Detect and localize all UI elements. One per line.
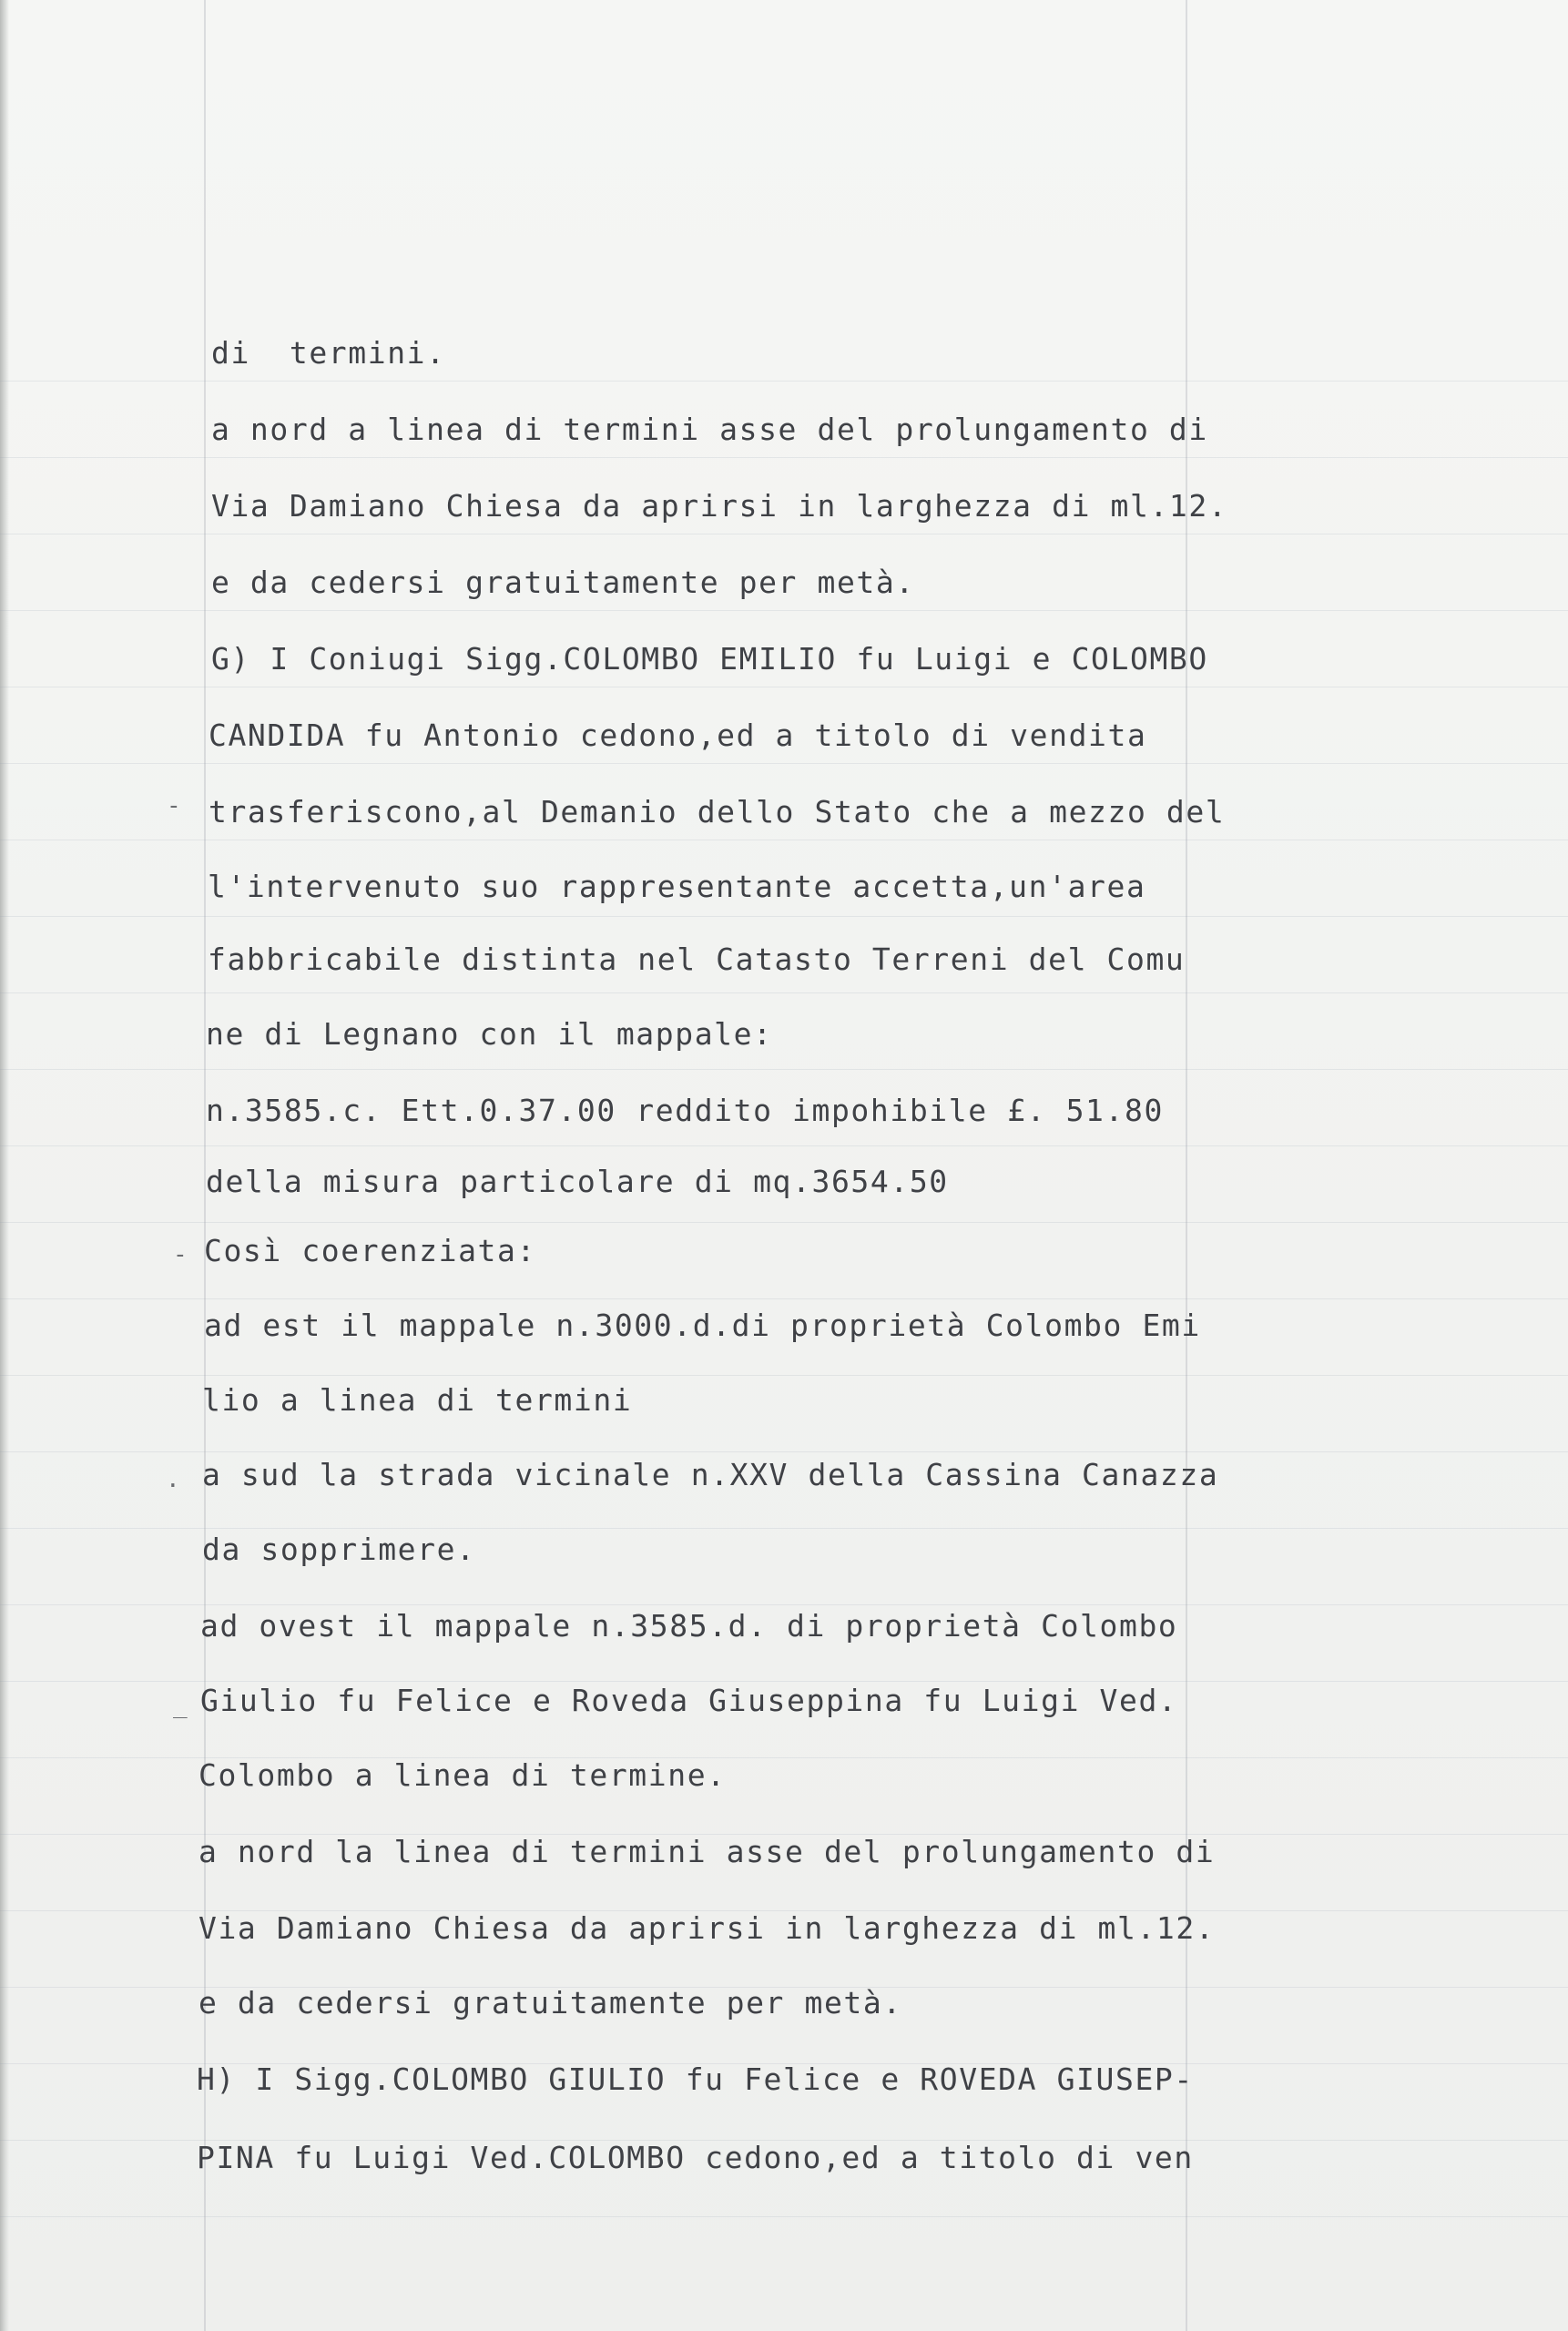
text-line: a sud la strada vicinale n.XXV della Cassina Canazza bbox=[202, 1457, 1219, 1492]
text-line: da sopprimere. bbox=[202, 1532, 476, 1567]
text-line: G) I Coniugi Sigg.COLOMBO EMILIO fu Luigi e COLOMBO bbox=[211, 641, 1208, 677]
text-line: di termini. bbox=[211, 335, 446, 371]
margin-dot-mark: . bbox=[166, 1466, 180, 1493]
text-line: CANDIDA fu Antonio cedono,ed a titolo di vendita bbox=[209, 718, 1147, 753]
text-line: l'intervenuto suo rappresentante accetta,un'area bbox=[208, 869, 1146, 904]
text-line: ad est il mappale n.3000.d.di proprietà Colombo Emi bbox=[204, 1308, 1201, 1343]
text-line: della misura particolare di mq.3654.50 bbox=[206, 1164, 949, 1199]
text-line: a nord la linea di termini asse del prolungamento di bbox=[199, 1834, 1216, 1869]
margin-dash-mark: - bbox=[173, 1241, 188, 1268]
text-line: PINA fu Luigi Ved.COLOMBO cedono,ed a titolo di ven bbox=[197, 2140, 1194, 2175]
text-line: e da cedersi gratuitamente per metà. bbox=[199, 1985, 902, 2021]
text-line: Via Damiano Chiesa da aprirsi in larghezza di ml.12. bbox=[211, 488, 1228, 524]
text-line: e da cedersi gratuitamente per metà. bbox=[211, 565, 915, 600]
text-line: Colombo a linea di termine. bbox=[199, 1757, 727, 1793]
text-line: lio a linea di termini bbox=[202, 1382, 633, 1418]
text-line: a nord a linea di termini asse del prolungamento di bbox=[211, 412, 1208, 447]
text-line: Giulio fu Felice e Roveda Giuseppina fu Luigi Ved. bbox=[200, 1683, 1178, 1718]
text-line: Così coerenziata: bbox=[204, 1233, 536, 1268]
text-line: Via Damiano Chiesa da aprirsi in larghezza di ml.12. bbox=[199, 1910, 1216, 1946]
text-line: ad ovest il mappale n.3585.d. di proprietà Colombo bbox=[200, 1608, 1178, 1644]
text-line: fabbricabile distinta nel Catasto Terreni del Comu bbox=[208, 942, 1186, 977]
margin-dash-mark: _ bbox=[173, 1692, 188, 1719]
text-line: H) I Sigg.COLOMBO GIULIO fu Felice e ROVEDA GIUSEP- bbox=[197, 2061, 1194, 2097]
text-line: ne di Legnano con il mappale: bbox=[206, 1016, 773, 1052]
text-line: trasferiscono,al Demanio dello Stato che a mezzo del bbox=[209, 794, 1226, 830]
text-line: n.3585.c. Ett.0.37.00 reddito impohibile £. 51.80 bbox=[206, 1093, 1164, 1128]
margin-dash-mark: - bbox=[167, 792, 181, 819]
